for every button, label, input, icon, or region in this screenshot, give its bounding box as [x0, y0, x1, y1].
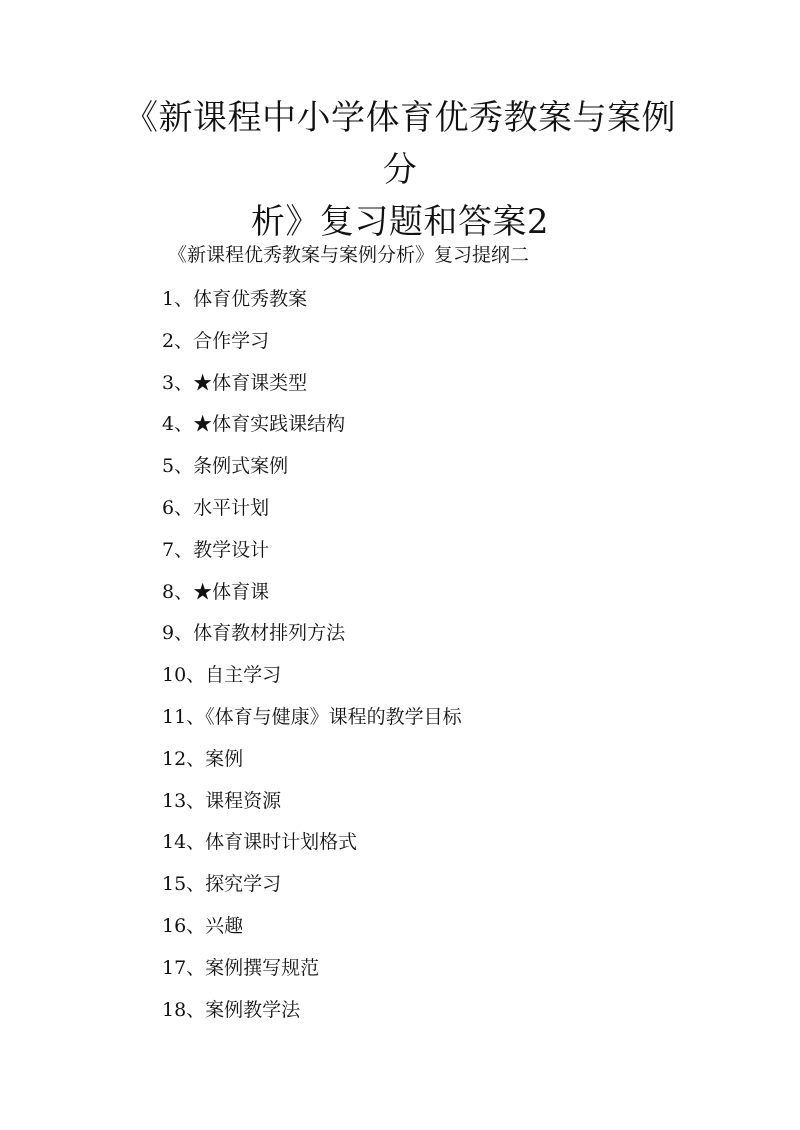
list-item: 2、合作学习 [162, 329, 270, 352]
list-item: 1、体育优秀教案 [162, 288, 308, 310]
list-item: 18、案例教学法 [162, 998, 301, 1021]
list-item: 6、水平计划 [162, 496, 270, 519]
list-item: 11、《体育与健康》课程的教学目标 [162, 705, 462, 728]
list-item: 16、兴趣 [162, 914, 244, 937]
list-item: 9、体育教材排列方法 [162, 622, 346, 645]
list-item: 13、课程资源 [162, 789, 282, 812]
document-title [110, 92, 690, 248]
list-item: 12、案例 [162, 747, 244, 770]
list-item: 7、教学设计 [162, 538, 270, 561]
list-item: 17、案例撰写规范 [162, 956, 320, 979]
list-item: 14、体育课时计划格式 [162, 831, 358, 854]
outline-list [162, 284, 462, 1036]
title-line-2: 析》复习题和答案2 [250, 202, 550, 242]
list-item: 15、探究学习 [162, 873, 282, 896]
list-item: 3、★体育课类型 [162, 371, 308, 394]
title-line-1: 《新课程中小学体育优秀教案与案例分 [124, 98, 676, 190]
list-item: 10、自主学习 [162, 664, 282, 687]
outline-subtitle: 《新课程优秀教案与案例分析》复习提纲二 [168, 244, 530, 266]
list-item: 8、★体育课 [162, 580, 270, 603]
list-item: 5、条例式案例 [162, 455, 289, 478]
list-item: 4、★体育实践课结构 [162, 413, 346, 436]
